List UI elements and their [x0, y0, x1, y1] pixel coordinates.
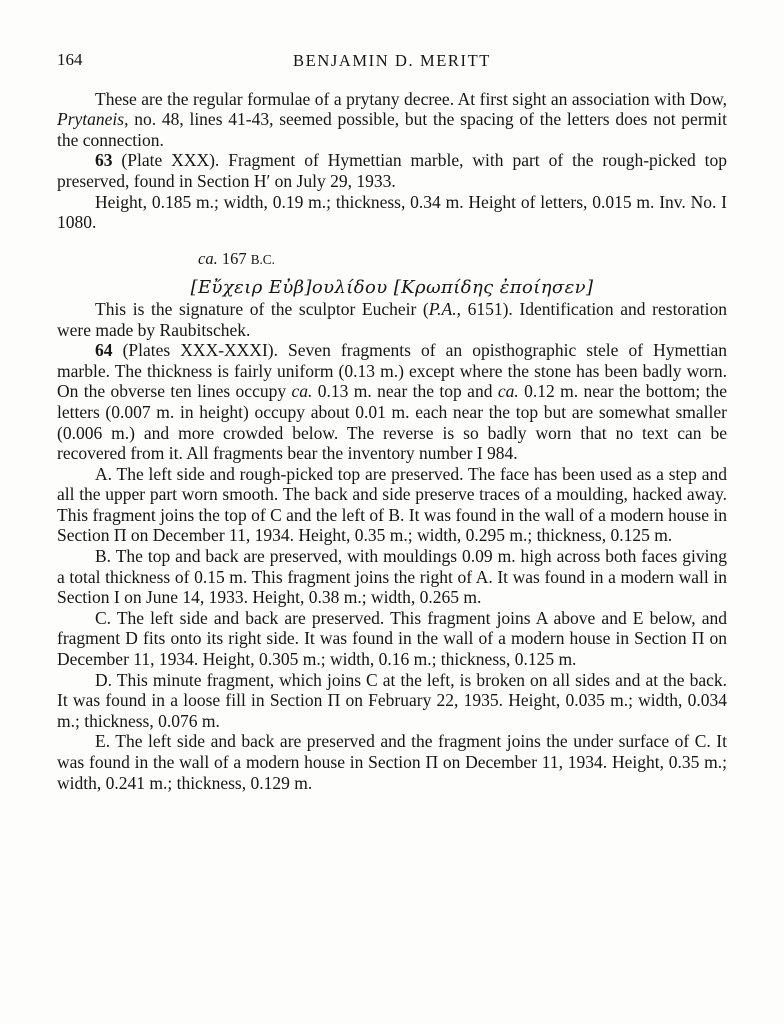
entry-64-heading: 64 (Plates XXX-XXXI). Seven fragments of an opisthographic stele of Hymettian marble. The thickness is fairly uniform (0.13 m.) except where the stone has been badly worn. On the obverse ten lines occupy ca. 0.13 m. near the top and ca. 0.12 m. near the bottom; the letters (0.007 m. in height) occupy about 0.01 m. each near the top but are somewhat smaller (0.006 m.) and more crowded below. The reverse is so badly worn that no text can be recovered from it. All fragments bear the inventory number I 984.: [57, 340, 728, 464]
page-header: [57, 50, 727, 72]
fragment-paragraph-d: D. This minute fragment, which joins C at the left, is broken on all sides and at the back. It was found in a loose fill in Section Π on February 22, 1935. Height, 0.035 m.; width, 0.034 m.; thickness, 0.076 m.: [57, 669, 727, 731]
page-number: 164: [57, 50, 83, 69]
entry-63-measurements: Height, 0.185 m.; width, 0.19 m.; thickness, 0.34 m. Height of letters, 0.015 m. Inv. No. I 1080.: [57, 191, 727, 233]
entry-63-date: ca. 167 B.C.: [198, 248, 275, 268]
paragraph-prytany-note: These are the regular formulae of a prytany decree. At first sight an association with Dow, Prytaneis, no. 48, lines 41-43, seemed possible, but the spacing of the letters does not permit the connection.: [57, 88, 727, 150]
running-head: BENJAMIN D. MERITT: [293, 51, 491, 70]
fragment-paragraph-a: A. The left side and rough-picked top are preserved. The face has been used as a step and all the upper part worn smooth. The back and side preserve traces of a moulding, hacked away. This fragment joins the top of C and the left of B. It was found in the wall of a modern house in Section Π on December 11, 1934. Height, 0.35 m.; width, 0.295 m.; thickness, 0.125 m.: [57, 463, 727, 546]
entry-63-greek-inscription: [Εὔχειρ Εὐβ]ουλίδου [Κρωπίδης ἐποίησεν]: [190, 277, 594, 299]
fragment-paragraph-c: C. The left side and back are preserved. This fragment joins A above and E below, and fragment D fits onto its right side. It was found in the wall of a modern house in Section Π on December 11, 1934. Height, 0.305 m.; width, 0.16 m.; thickness, 0.125 m.: [57, 607, 727, 670]
fragment-paragraph-e: E. The left side and back are preserved and the fragment joins the under surface of C. It was found in the wall of a modern house in Section Π on December 11, 1934. Height, 0.35 m.; width, 0.241 m.; thickness, 0.129 m.: [57, 731, 727, 793]
entry-63-commentary: This is the signature of the sculptor Eucheir (P.A., 6151). Identification and restoration were made by Raubitschek.: [57, 298, 728, 340]
fragment-paragraph-b: B. The top and back are preserved, with mouldings 0.09 m. high across both faces giving a total thickness of 0.15 m. This fragment joins the right of A. It was found in a modern wall in Section I on June 14, 1933. Height, 0.38 m.; width, 0.265 m.: [57, 546, 727, 608]
entry-63-heading: 63 (Plate XXX). Fragment of Hymettian marble, with part of the rough-picked top preserved, found in Section Η′ on July 29, 1933.: [57, 150, 727, 191]
